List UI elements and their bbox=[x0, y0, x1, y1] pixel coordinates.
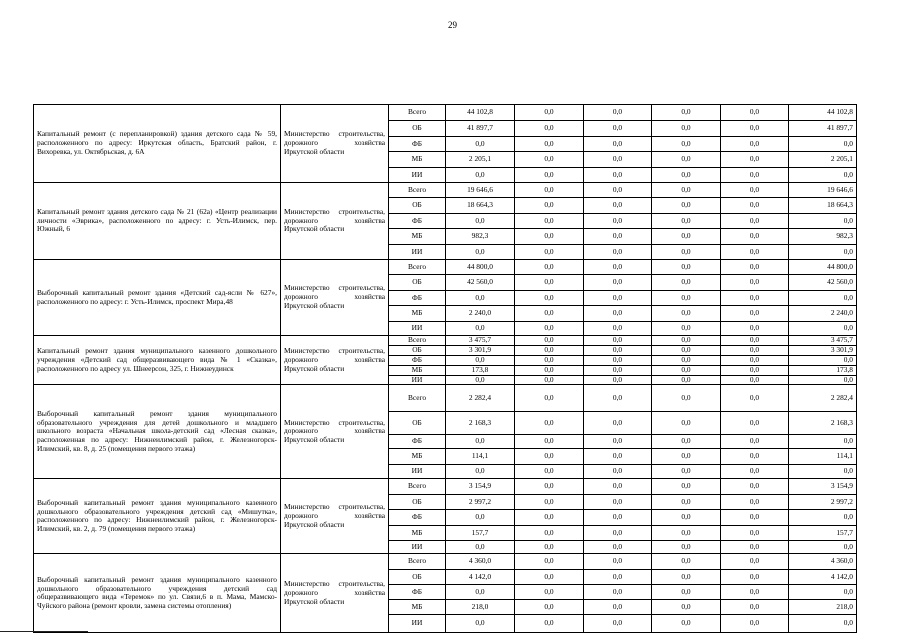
amount-cell: 0,0 bbox=[652, 554, 721, 570]
amount-cell: 0,0 bbox=[515, 291, 584, 306]
amount-cell: 0,0 bbox=[515, 365, 584, 375]
amount-cell: 0,0 bbox=[515, 137, 584, 152]
amount-cell: 0,0 bbox=[652, 600, 721, 615]
ministry-cell: Министерство строительства, дорожного хозяйства Иркутской области bbox=[281, 183, 389, 260]
funding-source-cell: ИИ bbox=[389, 615, 446, 633]
funding-source-cell: ФБ bbox=[389, 355, 446, 365]
amount-cell: 0,0 bbox=[721, 137, 789, 152]
total-cell: 41 897,7 bbox=[789, 121, 857, 137]
amount-cell: 0,0 bbox=[446, 465, 515, 479]
amount-cell: 2 240,0 bbox=[446, 306, 515, 322]
table-row bbox=[34, 554, 857, 570]
amount-cell: 0,0 bbox=[584, 465, 652, 479]
amount-cell: 0,0 bbox=[721, 183, 789, 198]
funding-source-cell: ИИ bbox=[389, 168, 446, 183]
total-cell: 3 301,9 bbox=[789, 345, 857, 355]
amount-cell: 114,1 bbox=[446, 449, 515, 465]
table-body bbox=[34, 105, 857, 633]
amount-cell: 0,0 bbox=[584, 385, 652, 412]
object-name-cell: Выборочный капитальный ремонт здания муниципального казенного дошкольного образовательного учреждения детский сад «Мишутка», расположенного по адресу: Нижнеилимский район, г. Железногорск-Илимский, кв. 2, д. 79 (помещения первого этажа) bbox=[34, 479, 281, 554]
amount-cell: 44 800,0 bbox=[446, 260, 515, 275]
amount-cell: 0,0 bbox=[721, 105, 789, 121]
amount-cell: 0,0 bbox=[515, 260, 584, 275]
ministry-cell: Министерство строительства, дорожного хозяйства Иркутской области bbox=[281, 385, 389, 479]
total-cell: 18 664,3 bbox=[789, 198, 857, 214]
amount-cell: 0,0 bbox=[584, 105, 652, 121]
amount-cell: 0,0 bbox=[721, 495, 789, 510]
amount-cell: 0,0 bbox=[584, 570, 652, 585]
amount-cell: 0,0 bbox=[515, 465, 584, 479]
amount-cell: 0,0 bbox=[584, 449, 652, 465]
funding-source-cell: Всего bbox=[389, 554, 446, 570]
funding-source-cell: Всего bbox=[389, 105, 446, 121]
amount-cell: 0,0 bbox=[584, 355, 652, 365]
amount-cell: 0,0 bbox=[721, 449, 789, 465]
object-name-cell: Капитальный ремонт здания муниципального казенного дошкольного учреждения «Детский сад общеразвивающего вида № 1 «Сказка», расположенного по адресу ул. Шнеерсон, 325, г. Нижнеудинск bbox=[34, 336, 281, 385]
total-cell: 114,1 bbox=[789, 449, 857, 465]
funding-source-cell: МБ bbox=[389, 600, 446, 615]
funding-source-cell: ФБ bbox=[389, 137, 446, 152]
total-cell: 2 240,0 bbox=[789, 306, 857, 322]
amount-cell: 0,0 bbox=[515, 336, 584, 346]
amount-cell: 0,0 bbox=[652, 306, 721, 322]
amount-cell: 0,0 bbox=[652, 245, 721, 260]
amount-cell: 0,0 bbox=[652, 322, 721, 336]
total-cell: 0,0 bbox=[789, 291, 857, 306]
amount-cell: 0,0 bbox=[652, 198, 721, 214]
amount-cell: 0,0 bbox=[652, 214, 721, 229]
amount-cell: 0,0 bbox=[515, 435, 584, 449]
amount-cell: 0,0 bbox=[652, 495, 721, 510]
funding-source-cell: ФБ bbox=[389, 214, 446, 229]
amount-cell: 0,0 bbox=[652, 465, 721, 479]
amount-cell: 19 646,6 bbox=[446, 183, 515, 198]
amount-cell: 0,0 bbox=[721, 345, 789, 355]
funding-source-cell: ИИ bbox=[389, 375, 446, 385]
funding-source-cell: ИИ bbox=[389, 322, 446, 336]
amount-cell: 0,0 bbox=[515, 198, 584, 214]
amount-cell: 0,0 bbox=[446, 168, 515, 183]
amount-cell: 0,0 bbox=[652, 355, 721, 365]
amount-cell: 0,0 bbox=[515, 449, 584, 465]
amount-cell: 0,0 bbox=[721, 570, 789, 585]
amount-cell: 0,0 bbox=[584, 121, 652, 137]
amount-cell: 44 102,8 bbox=[446, 105, 515, 121]
funding-source-cell: Всего bbox=[389, 183, 446, 198]
funding-source-cell: Всего bbox=[389, 260, 446, 275]
amount-cell: 0,0 bbox=[721, 275, 789, 291]
amount-cell: 0,0 bbox=[584, 198, 652, 214]
total-cell: 0,0 bbox=[789, 137, 857, 152]
amount-cell: 0,0 bbox=[652, 183, 721, 198]
total-cell: 0,0 bbox=[789, 541, 857, 554]
amount-cell: 0,0 bbox=[584, 245, 652, 260]
amount-cell: 0,0 bbox=[652, 385, 721, 412]
amount-cell: 0,0 bbox=[584, 541, 652, 554]
amount-cell: 0,0 bbox=[515, 121, 584, 137]
amount-cell: 0,0 bbox=[584, 345, 652, 355]
amount-cell: 2 205,1 bbox=[446, 152, 515, 168]
amount-cell: 0,0 bbox=[515, 183, 584, 198]
amount-cell: 0,0 bbox=[515, 345, 584, 355]
funding-source-cell: МБ bbox=[389, 306, 446, 322]
amount-cell: 0,0 bbox=[652, 105, 721, 121]
ministry-cell: Министерство строительства, дорожного хозяйства Иркутской области bbox=[281, 260, 389, 336]
amount-cell: 0,0 bbox=[652, 345, 721, 355]
amount-cell: 0,0 bbox=[584, 479, 652, 495]
amount-cell: 0,0 bbox=[515, 385, 584, 412]
total-cell: 4 360,0 bbox=[789, 554, 857, 570]
amount-cell: 0,0 bbox=[515, 355, 584, 365]
amount-cell: 173,8 bbox=[446, 365, 515, 375]
object-name-cell: Выборочный капитальный ремонт здания «Детский сад-ясли № 627», расположенного по адресу: г. Усть-Илимск, проспект Мира,48 bbox=[34, 260, 281, 336]
object-name-cell: Капитальный ремонт (с перепланировкой) здания детского сада № 59, расположенного по адресу: Иркутская область, Братский район, г. Вихоревка, ул. Октябрьская, д. 6А bbox=[34, 105, 281, 183]
amount-cell: 0,0 bbox=[652, 435, 721, 449]
amount-cell: 0,0 bbox=[652, 275, 721, 291]
total-cell: 0,0 bbox=[789, 245, 857, 260]
amount-cell: 0,0 bbox=[721, 152, 789, 168]
amount-cell: 0,0 bbox=[515, 306, 584, 322]
amount-cell: 0,0 bbox=[721, 510, 789, 526]
amount-cell: 0,0 bbox=[515, 570, 584, 585]
amount-cell: 0,0 bbox=[652, 585, 721, 600]
amount-cell: 0,0 bbox=[721, 336, 789, 346]
amount-cell: 0,0 bbox=[721, 526, 789, 541]
total-cell: 2 205,1 bbox=[789, 152, 857, 168]
amount-cell: 0,0 bbox=[584, 152, 652, 168]
amount-cell: 0,0 bbox=[446, 585, 515, 600]
amount-cell: 0,0 bbox=[446, 435, 515, 449]
funding-source-cell: ФБ bbox=[389, 585, 446, 600]
funding-source-cell: МБ bbox=[389, 229, 446, 245]
amount-cell: 0,0 bbox=[721, 306, 789, 322]
total-cell: 0,0 bbox=[789, 510, 857, 526]
funding-source-cell: Всего bbox=[389, 336, 446, 346]
amount-cell: 0,0 bbox=[515, 554, 584, 570]
amount-cell: 0,0 bbox=[584, 375, 652, 385]
budget-table bbox=[33, 104, 857, 633]
amount-cell: 0,0 bbox=[721, 260, 789, 275]
amount-cell: 0,0 bbox=[721, 600, 789, 615]
funding-source-cell: ФБ bbox=[389, 435, 446, 449]
amount-cell: 0,0 bbox=[652, 121, 721, 137]
amount-cell: 0,0 bbox=[584, 435, 652, 449]
amount-cell: 0,0 bbox=[584, 275, 652, 291]
amount-cell: 0,0 bbox=[652, 365, 721, 375]
total-cell: 0,0 bbox=[789, 355, 857, 365]
amount-cell: 0,0 bbox=[652, 260, 721, 275]
amount-cell: 0,0 bbox=[721, 385, 789, 412]
funding-source-cell: ФБ bbox=[389, 291, 446, 306]
total-cell: 0,0 bbox=[789, 322, 857, 336]
object-name-cell: Выборочный капитальный ремонт здания муниципального образовательного учреждения для детей дошкольного и младшего школьного возраста «Начальная школа-детский сад «Лесная сказка», расположенная по адресу: Нижнеилимский район, г. Железногорск-Илимский, кв. 8, д. 25 (помещения первого этажа) bbox=[34, 385, 281, 479]
amount-cell: 3 475,7 bbox=[446, 336, 515, 346]
amount-cell: 0,0 bbox=[584, 510, 652, 526]
total-cell: 0,0 bbox=[789, 465, 857, 479]
amount-cell: 0,0 bbox=[652, 168, 721, 183]
amount-cell: 0,0 bbox=[721, 121, 789, 137]
amount-cell: 0,0 bbox=[652, 137, 721, 152]
amount-cell: 0,0 bbox=[515, 526, 584, 541]
amount-cell: 0,0 bbox=[515, 600, 584, 615]
amount-cell: 0,0 bbox=[584, 585, 652, 600]
amount-cell: 0,0 bbox=[584, 168, 652, 183]
amount-cell: 0,0 bbox=[515, 615, 584, 633]
amount-cell: 2 997,2 bbox=[446, 495, 515, 510]
amount-cell: 0,0 bbox=[515, 585, 584, 600]
amount-cell: 42 560,0 bbox=[446, 275, 515, 291]
amount-cell: 2 168,3 bbox=[446, 412, 515, 435]
amount-cell: 0,0 bbox=[515, 479, 584, 495]
amount-cell: 0,0 bbox=[584, 214, 652, 229]
total-cell: 19 646,6 bbox=[789, 183, 857, 198]
amount-cell: 0,0 bbox=[584, 322, 652, 336]
total-cell: 0,0 bbox=[789, 435, 857, 449]
funding-source-cell: МБ bbox=[389, 365, 446, 375]
table-row bbox=[34, 105, 857, 121]
amount-cell: 0,0 bbox=[721, 554, 789, 570]
amount-cell: 0,0 bbox=[515, 412, 584, 435]
funding-source-cell: ОБ bbox=[389, 275, 446, 291]
total-cell: 2 168,3 bbox=[789, 412, 857, 435]
amount-cell: 0,0 bbox=[515, 275, 584, 291]
total-cell: 3 475,7 bbox=[789, 336, 857, 346]
amount-cell: 0,0 bbox=[446, 245, 515, 260]
funding-source-cell: ОБ bbox=[389, 495, 446, 510]
total-cell: 44 102,8 bbox=[789, 105, 857, 121]
amount-cell: 0,0 bbox=[515, 229, 584, 245]
amount-cell: 0,0 bbox=[446, 322, 515, 336]
amount-cell: 0,0 bbox=[652, 510, 721, 526]
total-cell: 44 800,0 bbox=[789, 260, 857, 275]
funding-source-cell: ОБ bbox=[389, 345, 446, 355]
amount-cell: 0,0 bbox=[652, 541, 721, 554]
amount-cell: 18 664,3 bbox=[446, 198, 515, 214]
amount-cell: 0,0 bbox=[721, 375, 789, 385]
amount-cell: 0,0 bbox=[721, 365, 789, 375]
page-number: 29 bbox=[448, 20, 457, 30]
amount-cell: 0,0 bbox=[515, 214, 584, 229]
funding-source-cell: ИИ bbox=[389, 465, 446, 479]
amount-cell: 0,0 bbox=[584, 526, 652, 541]
total-cell: 218,0 bbox=[789, 600, 857, 615]
amount-cell: 0,0 bbox=[721, 322, 789, 336]
ministry-cell: Министерство строительства, дорожного хозяйства Иркутской области bbox=[281, 105, 389, 183]
amount-cell: 0,0 bbox=[584, 229, 652, 245]
amount-cell: 0,0 bbox=[584, 137, 652, 152]
amount-cell: 0,0 bbox=[652, 570, 721, 585]
amount-cell: 0,0 bbox=[446, 615, 515, 633]
ministry-cell: Министерство строительства, дорожного хозяйства Иркутской области bbox=[281, 479, 389, 554]
table-row bbox=[34, 336, 857, 346]
table-row bbox=[34, 183, 857, 198]
amount-cell: 0,0 bbox=[515, 245, 584, 260]
amount-cell: 0,0 bbox=[584, 600, 652, 615]
amount-cell: 0,0 bbox=[652, 479, 721, 495]
amount-cell: 0,0 bbox=[721, 214, 789, 229]
amount-cell: 0,0 bbox=[721, 355, 789, 365]
amount-cell: 0,0 bbox=[584, 365, 652, 375]
amount-cell: 41 897,7 bbox=[446, 121, 515, 137]
amount-cell: 0,0 bbox=[446, 137, 515, 152]
table-row bbox=[34, 260, 857, 275]
amount-cell: 0,0 bbox=[446, 355, 515, 365]
amount-cell: 4 360,0 bbox=[446, 554, 515, 570]
total-cell: 2 282,4 bbox=[789, 385, 857, 412]
amount-cell: 0,0 bbox=[446, 375, 515, 385]
amount-cell: 0,0 bbox=[721, 229, 789, 245]
amount-cell: 0,0 bbox=[721, 615, 789, 633]
funding-source-cell: ФБ bbox=[389, 510, 446, 526]
amount-cell: 0,0 bbox=[652, 336, 721, 346]
amount-cell: 0,0 bbox=[721, 198, 789, 214]
amount-cell: 0,0 bbox=[515, 152, 584, 168]
table-row bbox=[34, 385, 857, 412]
object-name-cell: Выборочный капитальный ремонт здания муниципального казенного дошкольного образовательного учреждения детский сад общеразвивающего вида «Теремок» по ул. Связи,6 в п. Мама, Мамско-Чуйского района (ремонт кровли, замена системы отопления) bbox=[34, 554, 281, 633]
amount-cell: 0,0 bbox=[446, 541, 515, 554]
total-cell: 3 154,9 bbox=[789, 479, 857, 495]
amount-cell: 0,0 bbox=[446, 214, 515, 229]
amount-cell: 0,0 bbox=[584, 260, 652, 275]
amount-cell: 0,0 bbox=[721, 435, 789, 449]
total-cell: 157,7 bbox=[789, 526, 857, 541]
total-cell: 0,0 bbox=[789, 214, 857, 229]
amount-cell: 0,0 bbox=[721, 541, 789, 554]
amount-cell: 0,0 bbox=[652, 449, 721, 465]
amount-cell: 0,0 bbox=[652, 615, 721, 633]
amount-cell: 0,0 bbox=[721, 479, 789, 495]
amount-cell: 3 154,9 bbox=[446, 479, 515, 495]
amount-cell: 2 282,4 bbox=[446, 385, 515, 412]
funding-source-cell: ИИ bbox=[389, 245, 446, 260]
total-cell: 0,0 bbox=[789, 168, 857, 183]
amount-cell: 0,0 bbox=[721, 291, 789, 306]
amount-cell: 0,0 bbox=[446, 291, 515, 306]
amount-cell: 0,0 bbox=[515, 322, 584, 336]
funding-source-cell: МБ bbox=[389, 152, 446, 168]
amount-cell: 0,0 bbox=[652, 375, 721, 385]
amount-cell: 0,0 bbox=[515, 105, 584, 121]
funding-source-cell: Всего bbox=[389, 479, 446, 495]
amount-cell: 0,0 bbox=[584, 291, 652, 306]
total-cell: 2 997,2 bbox=[789, 495, 857, 510]
total-cell: 0,0 bbox=[789, 585, 857, 600]
footer-rule bbox=[0, 631, 88, 632]
funding-source-cell: ОБ bbox=[389, 121, 446, 137]
amount-cell: 157,7 bbox=[446, 526, 515, 541]
funding-source-cell: ОБ bbox=[389, 198, 446, 214]
amount-cell: 0,0 bbox=[446, 510, 515, 526]
amount-cell: 0,0 bbox=[721, 585, 789, 600]
amount-cell: 0,0 bbox=[652, 412, 721, 435]
amount-cell: 0,0 bbox=[584, 412, 652, 435]
object-name-cell: Капитальный ремонт здания детского сада № 21 (62а) «Центр реализации личности «Эврика», расположенного по адресу: г. Усть-Илимск, пер. Южный, 6 bbox=[34, 183, 281, 260]
funding-source-cell: МБ bbox=[389, 526, 446, 541]
amount-cell: 0,0 bbox=[584, 306, 652, 322]
funding-source-cell: ИИ bbox=[389, 541, 446, 554]
amount-cell: 982,3 bbox=[446, 229, 515, 245]
amount-cell: 3 301,9 bbox=[446, 345, 515, 355]
amount-cell: 0,0 bbox=[584, 554, 652, 570]
total-cell: 982,3 bbox=[789, 229, 857, 245]
amount-cell: 0,0 bbox=[652, 526, 721, 541]
total-cell: 0,0 bbox=[789, 375, 857, 385]
amount-cell: 0,0 bbox=[584, 615, 652, 633]
ministry-cell: Министерство строительства, дорожного хозяйства Иркутской области bbox=[281, 336, 389, 385]
total-cell: 173,8 bbox=[789, 365, 857, 375]
total-cell: 42 560,0 bbox=[789, 275, 857, 291]
funding-source-cell: ОБ bbox=[389, 412, 446, 435]
amount-cell: 0,0 bbox=[652, 152, 721, 168]
amount-cell: 0,0 bbox=[515, 168, 584, 183]
amount-cell: 0,0 bbox=[584, 336, 652, 346]
amount-cell: 0,0 bbox=[721, 168, 789, 183]
ministry-cell: Министерство строительства, дорожного хозяйства Иркутской области bbox=[281, 554, 389, 633]
total-cell: 4 142,0 bbox=[789, 570, 857, 585]
table-row bbox=[34, 479, 857, 495]
total-cell: 0,0 bbox=[789, 615, 857, 633]
amount-cell: 0,0 bbox=[721, 465, 789, 479]
amount-cell: 0,0 bbox=[652, 229, 721, 245]
amount-cell: 0,0 bbox=[584, 183, 652, 198]
amount-cell: 0,0 bbox=[515, 510, 584, 526]
amount-cell: 0,0 bbox=[515, 495, 584, 510]
funding-source-cell: ОБ bbox=[389, 570, 446, 585]
funding-source-cell: МБ bbox=[389, 449, 446, 465]
amount-cell: 0,0 bbox=[652, 291, 721, 306]
amount-cell: 0,0 bbox=[721, 412, 789, 435]
amount-cell: 0,0 bbox=[584, 495, 652, 510]
amount-cell: 0,0 bbox=[515, 375, 584, 385]
amount-cell: 218,0 bbox=[446, 600, 515, 615]
funding-source-cell: Всего bbox=[389, 385, 446, 412]
amount-cell: 4 142,0 bbox=[446, 570, 515, 585]
amount-cell: 0,0 bbox=[515, 541, 584, 554]
amount-cell: 0,0 bbox=[721, 245, 789, 260]
